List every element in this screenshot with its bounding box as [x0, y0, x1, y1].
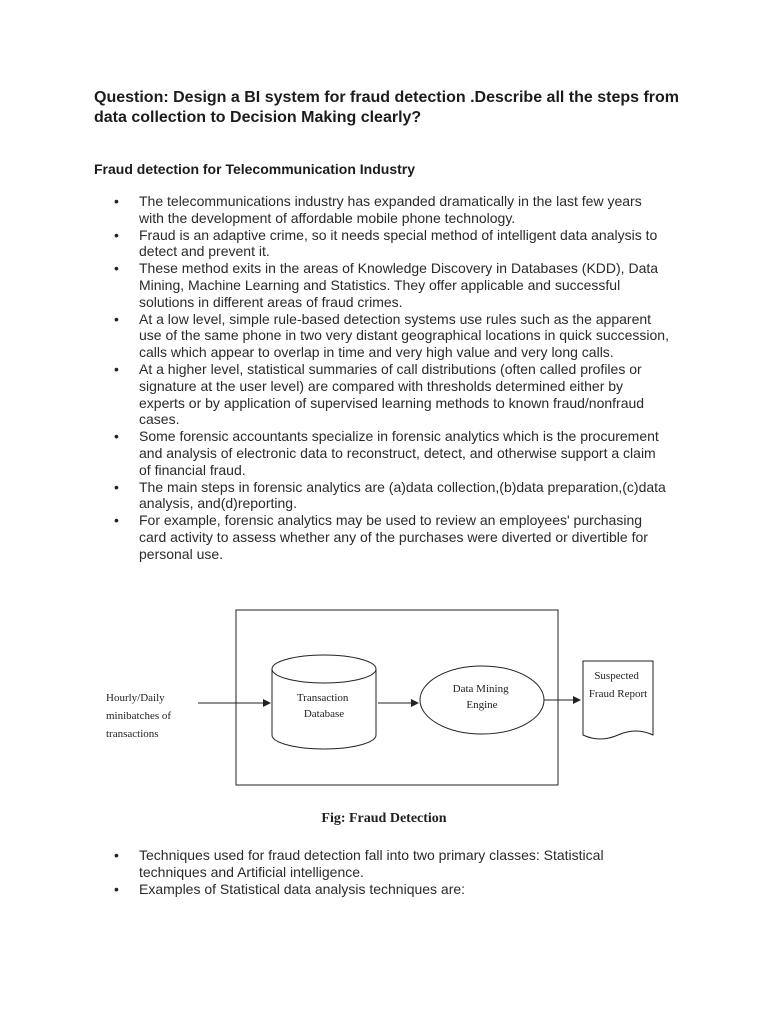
suspected-fraud-report-document — [583, 661, 653, 739]
input-label-line: Hourly/Daily — [106, 692, 165, 704]
list-item: • Fraud is an adaptive crime, so it needs special method of intelligent data analysis to detect and prevent it. — [0, 227, 669, 261]
fraud-detection-diagram — [100, 605, 700, 805]
bullet-list-techniques — [0, 847, 669, 897]
database-label-line: Database — [303, 708, 345, 720]
question-heading: Question: Design a BI system for fraud detection .Describe all the steps from data collection to Decision Making clearly? — [94, 89, 680, 126]
list-item: • Some forensic accountants specialize in forensic analytics which is the procurement and analysis of electronic data to reconstruct, detect, and otherwise support a claim of financial fraud. — [0, 428, 669, 478]
list-item: • These method exits in the areas of Knowledge Discovery in Databases (KDD), Data Mining, Machine Learning and Statistics. They offer applicable and successful solutions in different areas of fraud crimes. — [0, 260, 669, 310]
list-item: • Examples of Statistical data analysis techniques are: — [0, 881, 669, 898]
list-item: • The main steps in forensic analytics are (a)data collection,(b)data preparation,(c)data analysis, and(d)reporting. — [0, 479, 669, 513]
list-item: • At a higher level, statistical summaries of call distributions (often called profiles or signature at the user level) are compared with thresholds determined either by experts or by application of supervised learning methods to known fraud/nonfraud cases. — [0, 361, 669, 428]
database-label-line: Transaction — [296, 692, 349, 704]
list-item: • The telecommunications industry has expanded dramatically in the last few years with the development of affordable mobile phone technology. — [0, 193, 669, 227]
input-label-line: minibatches of — [106, 710, 172, 722]
figure-caption: Fig: Fraud Detection — [321, 811, 447, 826]
report-label-line: Suspected — [594, 670, 639, 682]
report-label-line: Fraud Report — [588, 688, 648, 700]
bullet-list-main — [0, 193, 669, 563]
input-label — [106, 692, 174, 740]
input-label-line: transactions — [106, 728, 159, 740]
engine-label-line: Data Mining — [452, 683, 509, 695]
list-item: • At a low level, simple rule-based detection systems use rules such as the apparent use of the same phone in two very distant geographical locations in quick succession, calls which appear to overlap in time and very high value and very long calls. — [0, 311, 669, 361]
engine-label-line: Engine — [466, 699, 498, 711]
data-mining-engine-ellipse — [420, 666, 544, 734]
list-item: • Techniques used for fraud detection fall into two primary classes: Statistical techniques and Artificial intelligence. — [0, 847, 669, 881]
list-item: • For example, forensic analytics may be used to review an employees' purchasing card activity to assess whether any of the purchases were diverted or divertible for personal use. — [0, 512, 669, 562]
transaction-database-cylinder — [272, 655, 376, 749]
section-heading: Fraud detection for Telecommunication Industry — [94, 161, 415, 177]
